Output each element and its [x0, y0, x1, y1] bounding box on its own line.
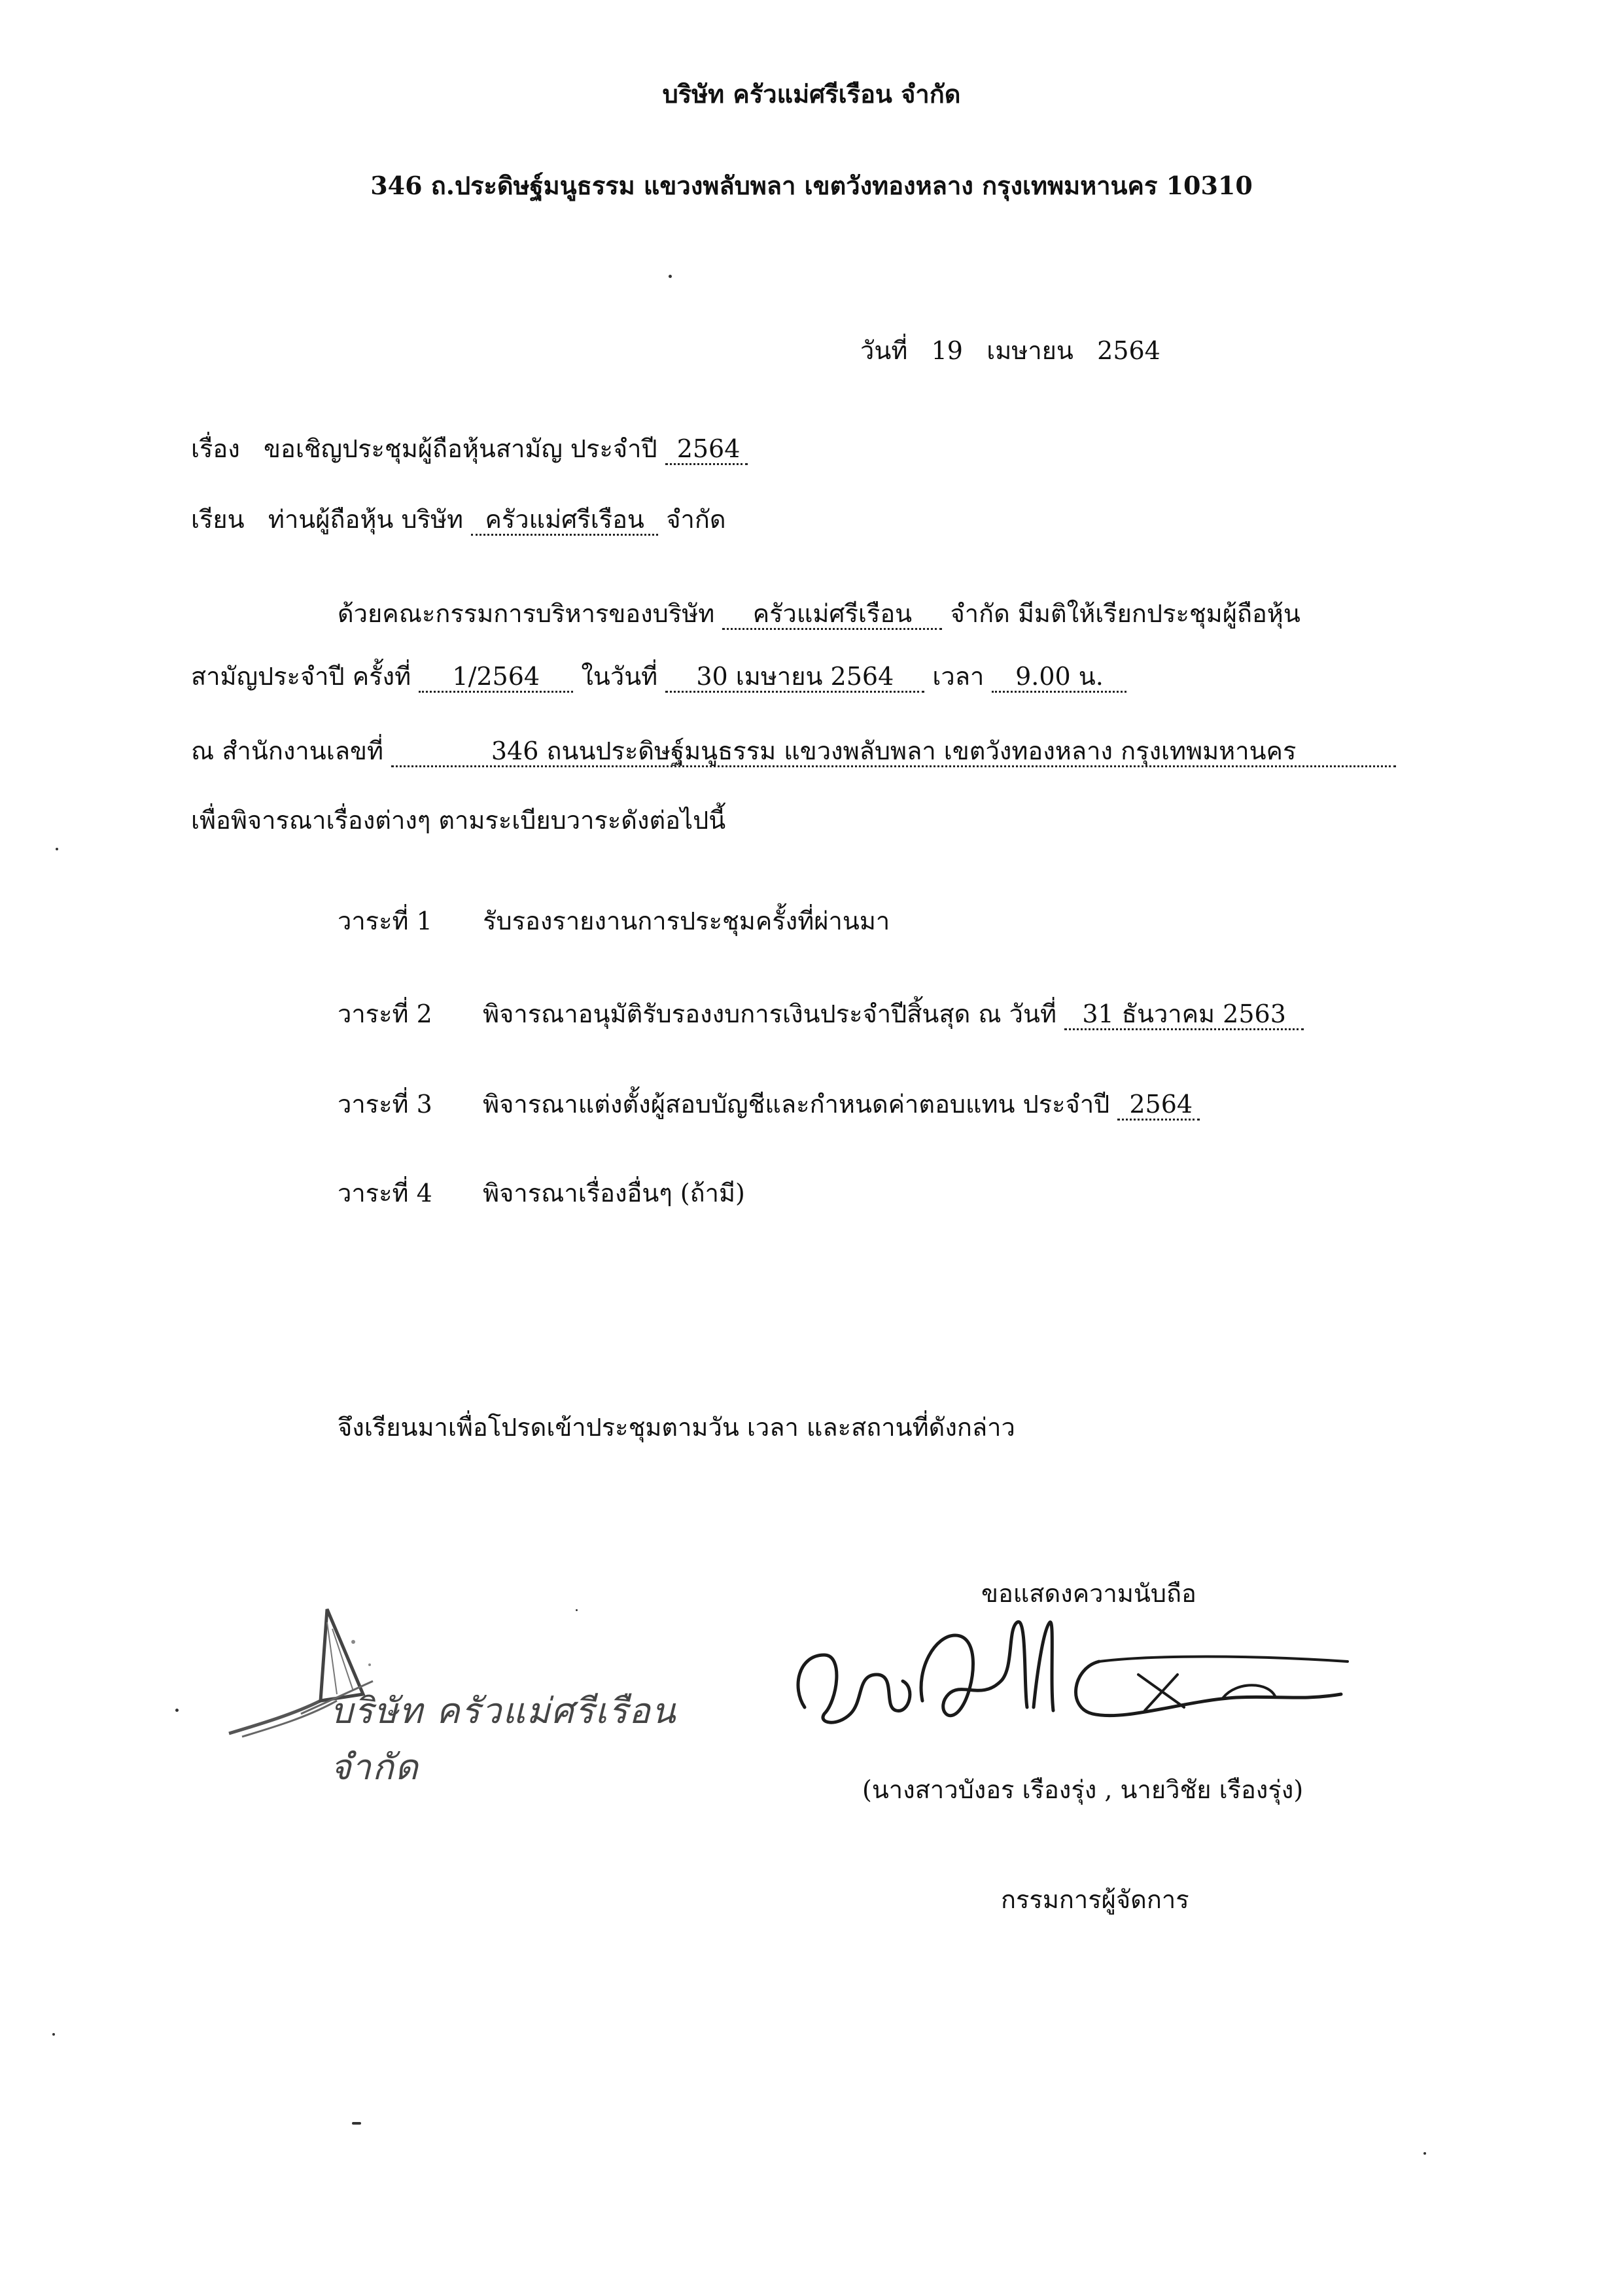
date-year: 2564 — [1097, 336, 1161, 365]
signer-names: (นางสาวบังอร เรืองรุ่ง , นายวิชัย เรืองรุ่ง) — [862, 1775, 1304, 1804]
agenda-item — [338, 1176, 745, 1210]
subject-text: ขอเชิญประชุมผู้ถือหุ้นสามัญ ประจำปี — [264, 434, 657, 463]
venue: 346 ถนนประดิษฐ์มนูธรรม แขวงพลับพลา เขตวังทองหลาง กรุงเทพมหานคร — [391, 737, 1396, 767]
company-name: บริษัท ครัวแม่ศรีเรือน จำกัด — [662, 79, 961, 109]
agenda-number: วาระที่ 1 — [338, 907, 432, 935]
agenda-item — [338, 1087, 1200, 1121]
body-line-1 — [338, 597, 1300, 631]
date-day: 19 — [931, 336, 963, 365]
agenda-text: รับรองรายงานการประชุมครั้งที่ผ่านมา — [483, 907, 890, 935]
regards-text: ขอแสดงความนับถือ — [981, 1579, 1196, 1608]
recipient-line — [191, 502, 726, 536]
recipient-suffix: จำกัด — [666, 505, 726, 534]
company-address: 346 ถ.ประดิษฐ์มนูธรรม แขวงพลับพลา เขตวังทองหลาง กรุงเทพมหานคร 10310 — [370, 171, 1253, 200]
agenda-number: วาระที่ 3 — [338, 1090, 432, 1119]
agenda-number: วาระที่ 4 — [338, 1179, 432, 1208]
scan-speck — [1423, 2152, 1426, 2155]
agenda-number: วาระที่ 2 — [338, 1000, 432, 1028]
scan-speck — [175, 1709, 179, 1712]
meeting-no: 1/2564 — [419, 662, 573, 693]
scan-speck — [669, 275, 672, 278]
agenda-fill: 2564 — [1117, 1090, 1200, 1121]
agenda-item — [338, 904, 890, 938]
recipient-label: เรียน — [191, 505, 245, 534]
recipient-company: ครัวแม่ศรีเรือน — [471, 505, 658, 536]
body-company: ครัวแม่ศรีเรือน — [722, 599, 942, 630]
date-month: เมษายน — [986, 336, 1073, 365]
recipient-text: ท่านผู้ถือหุ้น บริษัท — [268, 505, 464, 534]
company-stamp — [222, 1603, 759, 1788]
meeting-time-label: เวลา — [932, 662, 985, 691]
meeting-no-label: สามัญประจำปี ครั้งที่ — [191, 662, 411, 691]
signature-1 — [785, 1603, 1073, 1747]
venue-label: ณ สำนักงานเลขที่ — [191, 737, 384, 765]
letter-date — [860, 334, 1161, 368]
agenda-text: พิจารณาอนุมัติรับรองงบการเงินประจำปีสิ้นสุด ณ วันที่ — [483, 1000, 1057, 1028]
body-prefix: ด้วยคณะกรรมการบริหารของบริษัท — [338, 599, 715, 628]
signature-2 — [1053, 1635, 1354, 1740]
subject-line — [191, 432, 748, 466]
scan-speck — [352, 2122, 361, 2125]
subject-label: เรื่อง — [191, 434, 240, 463]
subject-year: 2564 — [665, 434, 748, 465]
date-label: วันที่ — [860, 336, 908, 365]
meeting-time: 9.00 น. — [992, 662, 1126, 693]
meeting-date: 30 เมษายน 2564 — [665, 662, 924, 693]
scan-speck — [52, 2033, 55, 2036]
agenda-text: พิจารณาแต่งตั้งผู้สอบบัญชีและกำหนดค่าตอบแทน ประจำปี — [483, 1090, 1110, 1119]
scan-speck — [56, 848, 58, 850]
agenda-text: พิจารณาเรื่องอื่นๆ (ถ้ามี) — [483, 1179, 745, 1208]
agenda-item — [338, 997, 1304, 1031]
body-line-3 — [191, 734, 1396, 768]
scan-speck — [576, 1609, 578, 1611]
stamp-text: บริษัท ครัวแม่ศรีเรือน จำกัด — [330, 1690, 677, 1788]
body-line-2 — [191, 659, 1126, 693]
closing-text: จึงเรียนมาเพื่อโปรดเข้าประชุมตามวัน เวลา และสถานที่ดังกล่าว — [338, 1413, 1015, 1442]
body-line-4: เพื่อพิจารณาเรื่องต่างๆ ตามระเบียบวาระดังต่อไปนี้ — [191, 806, 726, 835]
signer-position: กรรมการผู้จัดการ — [1001, 1885, 1189, 1914]
agenda-fill: 31 ธันวาคม 2563 — [1064, 1000, 1304, 1030]
body-resolution: จำกัด มีมติให้เรียกประชุมผู้ถือหุ้น — [950, 599, 1300, 628]
meeting-date-label: ในวันที่ — [581, 662, 658, 691]
